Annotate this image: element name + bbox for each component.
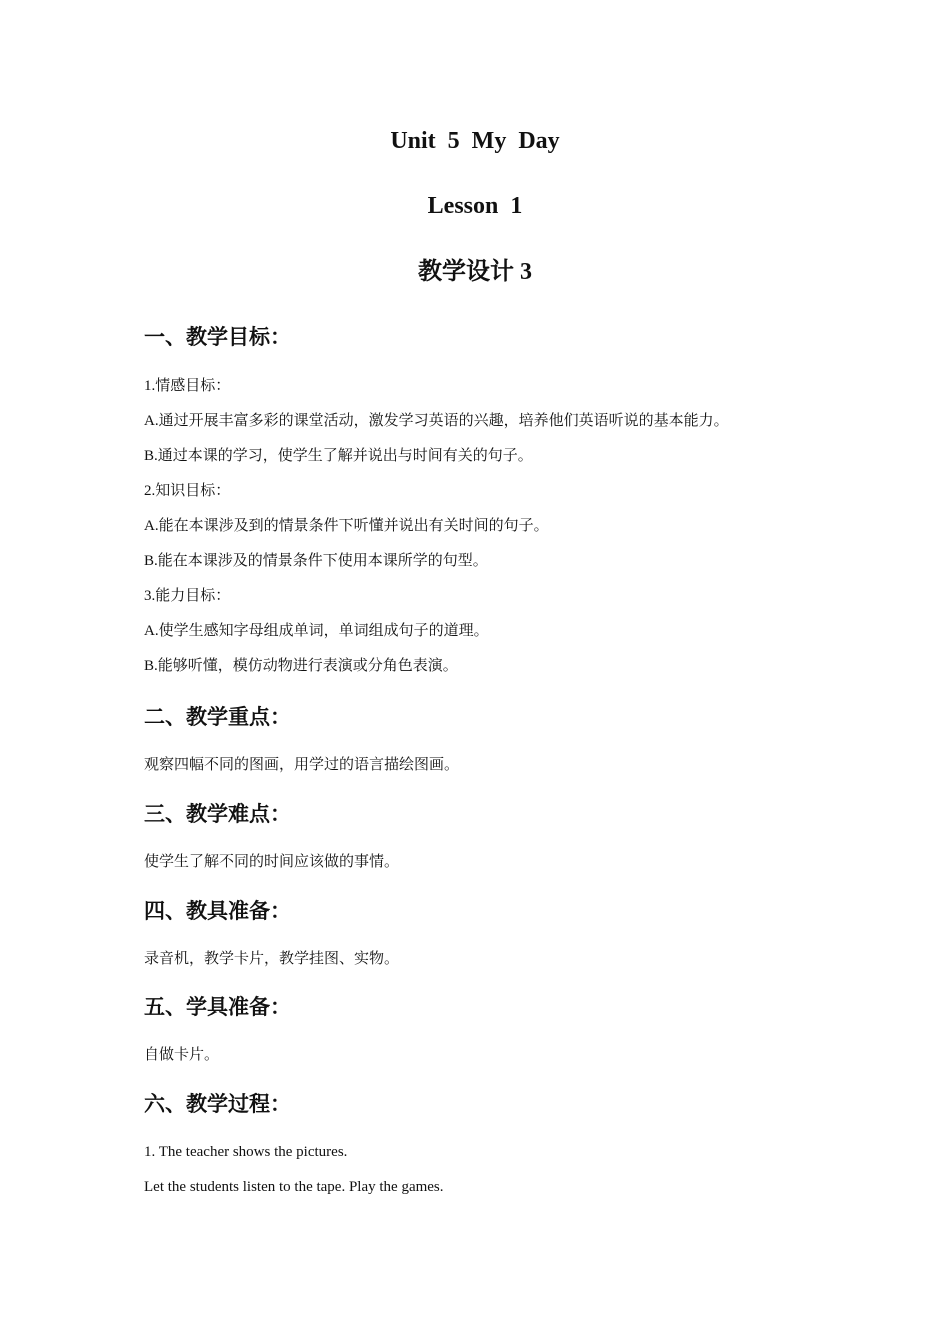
objective-line: 3.能力目标：	[144, 588, 231, 604]
section-heading-teaching-aids: 四、教具准备：	[144, 899, 291, 923]
objective-line: A.能在本课涉及到的情景条件下听懂并说出有关时间的句子。	[144, 518, 549, 534]
objective-line: A.通过开展丰富多彩的课堂活动，激发学习英语的兴趣，培养他们英语听说的基本能力。	[144, 413, 729, 429]
difficulties-text: 使学生了解不同的时间应该做的事情。	[144, 854, 400, 870]
objective-line: B.能在本课涉及的情景条件下使用本课所学的句型。	[144, 553, 488, 569]
section-heading-student-materials: 五、学具准备：	[144, 995, 291, 1019]
section-heading-procedure: 六、教学过程：	[144, 1092, 291, 1116]
objective-line: 1.情感目标：	[144, 378, 231, 394]
section-heading-objectives: 一、教学目标：	[144, 325, 291, 349]
objective-line: B.能够听懂，模仿动物进行表演或分角色表演。	[144, 658, 458, 674]
procedure-line: 1. The teacher shows the pictures.	[144, 1144, 348, 1160]
lesson-title: Lesson 1	[427, 193, 523, 219]
section-heading-difficulties: 三、教学难点：	[144, 802, 291, 826]
student-materials-text: 自做卡片。	[144, 1047, 220, 1063]
objective-line: B.通过本课的学习，使学生了解并说出与时间有关的句子。	[144, 448, 533, 464]
design-title: 教学设计 3	[418, 259, 532, 285]
document-title: Unit 5 My Day	[390, 128, 560, 154]
objective-line: A.使学生感知字母组成单词，单词组成句子的道理。	[144, 623, 489, 639]
teaching-aids-text: 录音机，教学卡片，教学挂图、实物。	[144, 951, 400, 967]
key-points-text: 观察四幅不同的图画，用学过的语言描绘图画。	[144, 757, 460, 773]
section-heading-key-points: 二、教学重点：	[144, 705, 291, 729]
procedure-line: Let the students listen to the tape. Play the games.	[144, 1179, 444, 1195]
objective-line: 2.知识目标：	[144, 483, 231, 499]
